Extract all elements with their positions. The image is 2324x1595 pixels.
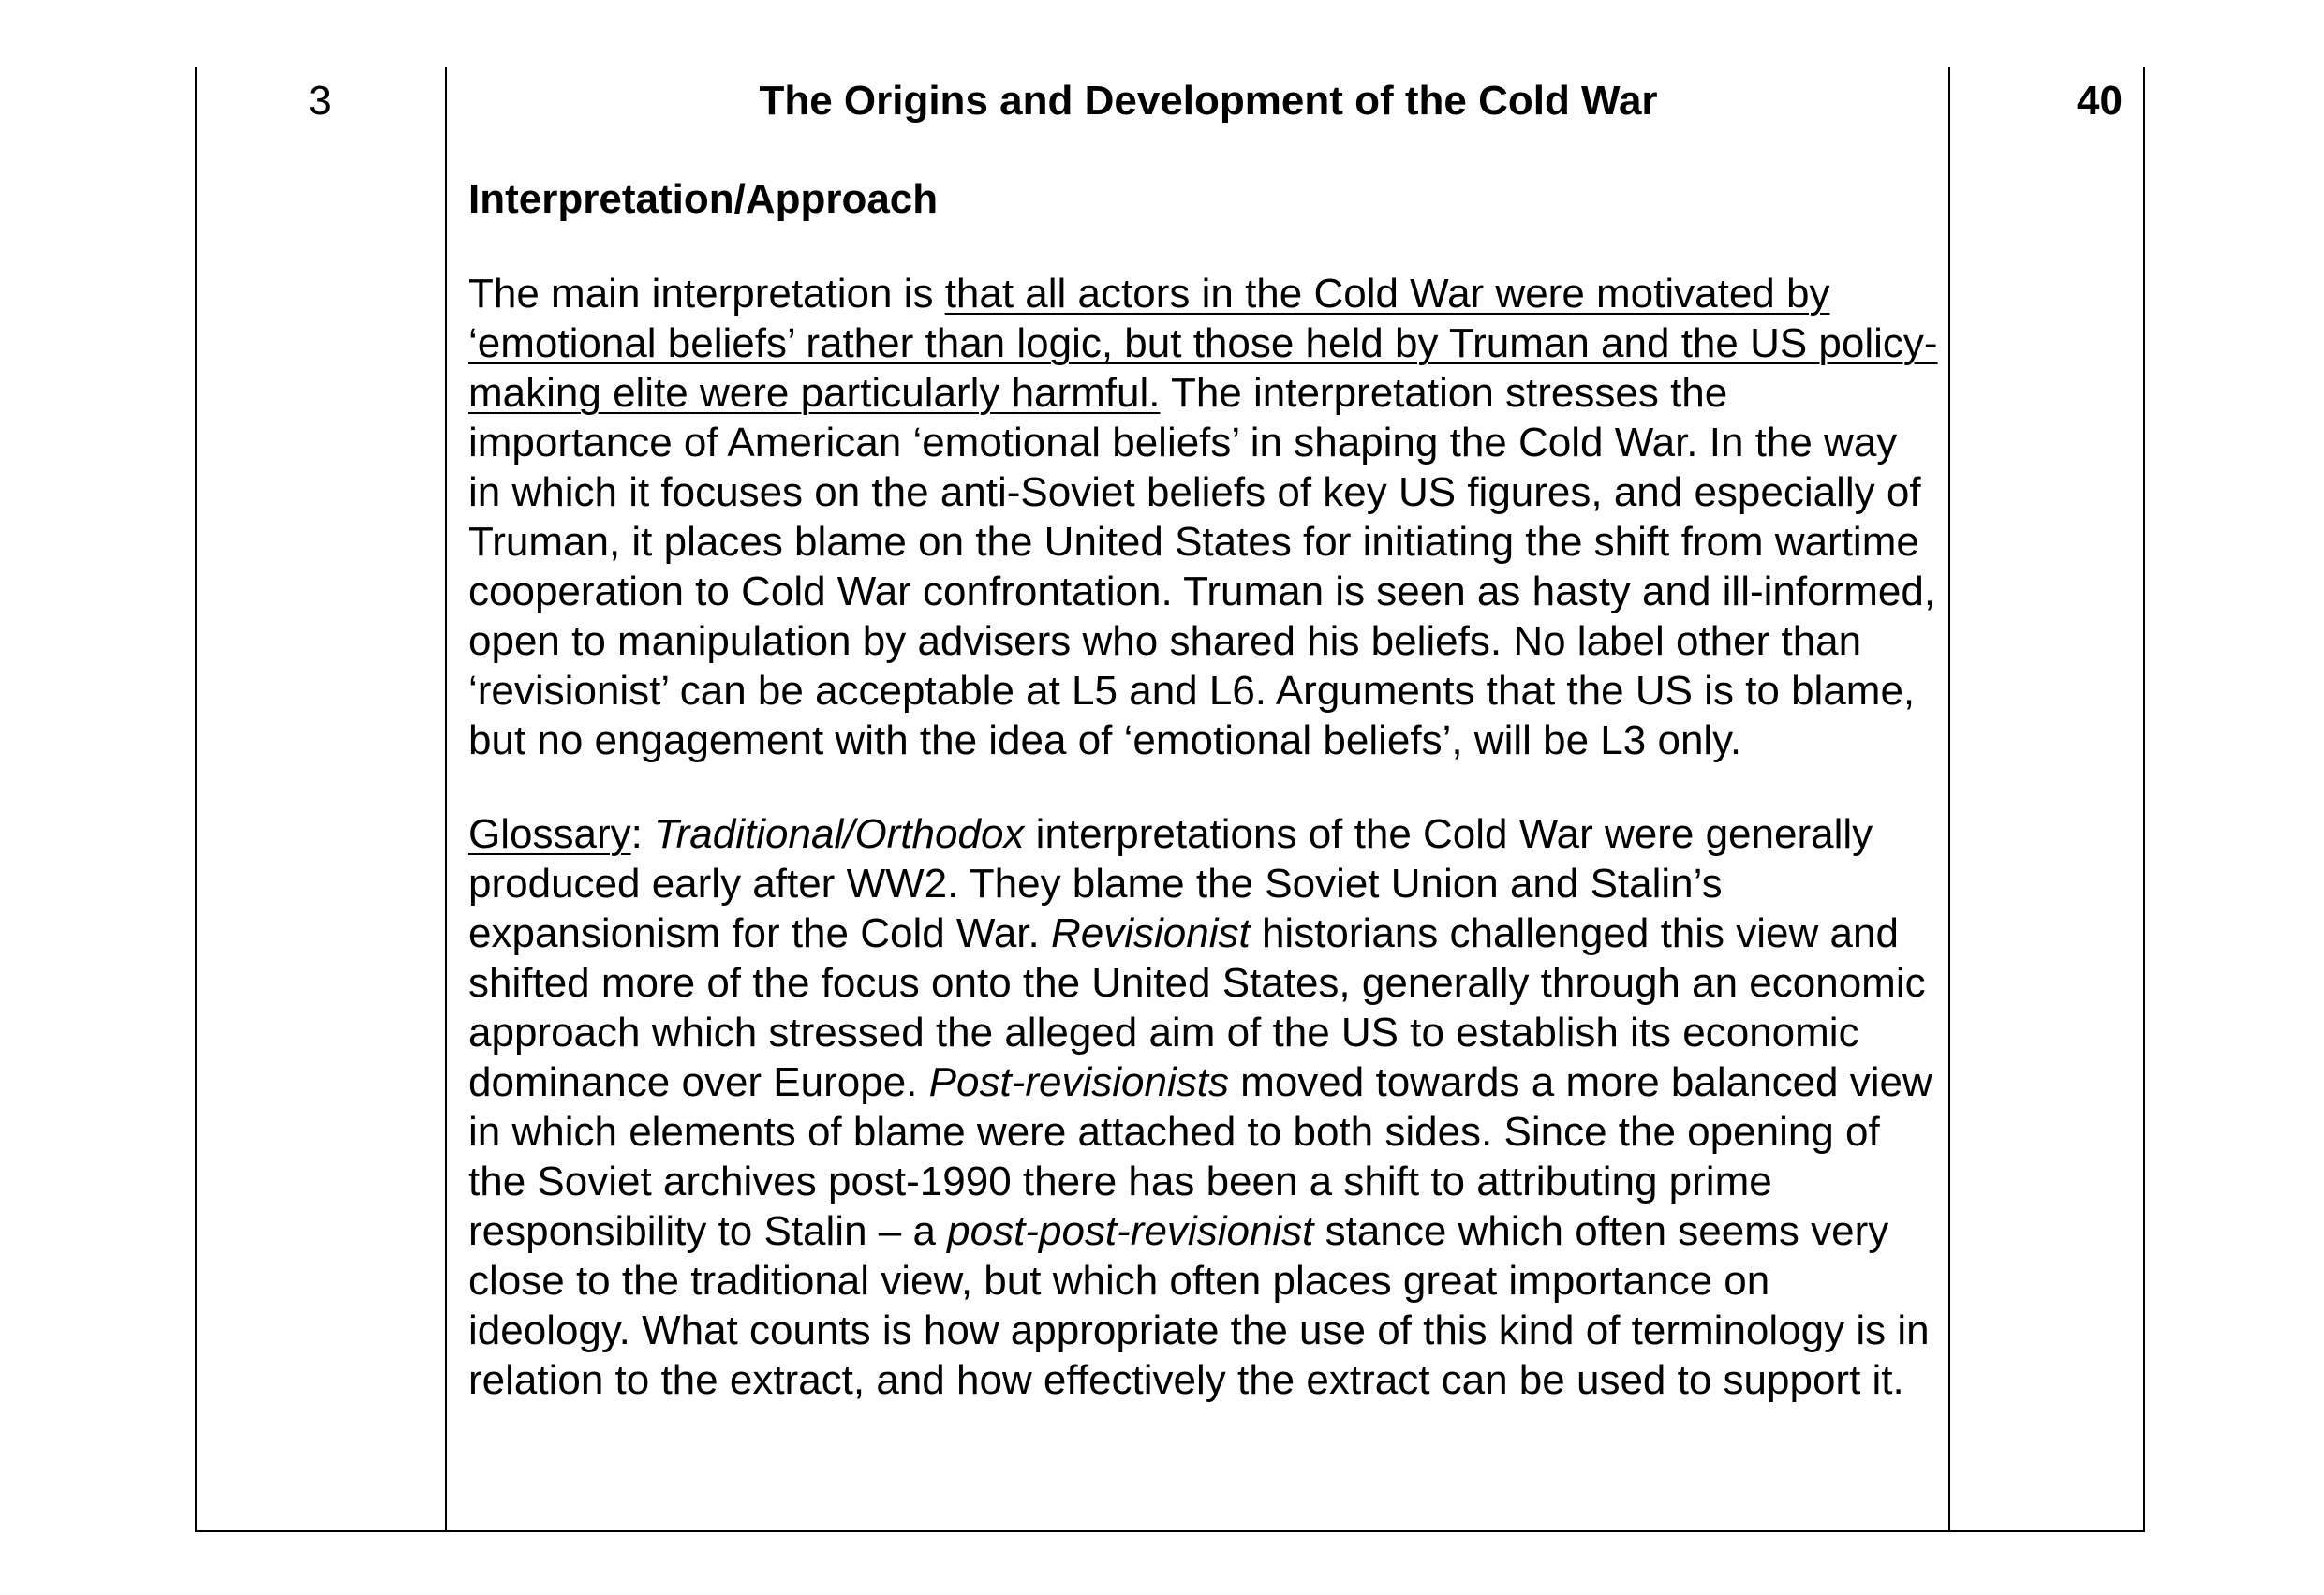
glossary-term-post-revisionists: Post-revisionists	[928, 1059, 1229, 1105]
glossary-text-1: interpretations of the Cold War were generally produced early after WW2. They blame the Soviet Union and Stalin’s expansionism for the Cold War.	[468, 811, 1873, 956]
glossary-text-2: historians challenged this view and shifted more of the focus onto the United States, generally through an economic approach which stressed the alleged aim of the US to establish its economic dominance over Europe.	[468, 910, 1926, 1105]
table-border-right	[2143, 67, 2145, 1530]
glossary-colon: :	[630, 811, 655, 857]
glossary-text-3: moved towards a more balanced view in which elements of blame were attached to both sides. Since the opening of the Soviet archives post-1990 there has been a shift to attributing prime responsibility to Stalin – a	[468, 1059, 1932, 1254]
section-heading: Interpretation/Approach	[468, 176, 939, 222]
glossary-term-traditional: Traditional/Orthodox	[654, 811, 1025, 857]
column-divider-marks	[1948, 67, 1950, 1530]
mark-scheme-table	[195, 67, 2145, 1532]
table-border-left	[195, 67, 197, 1530]
interpretation-lead: The main interpretation is	[468, 271, 945, 317]
total-marks: 40	[2077, 78, 2123, 124]
question-number: 3	[308, 78, 332, 124]
answer-guidance-cell	[468, 73, 1939, 1405]
question-title: The Origins and Development of the Cold War	[759, 78, 1658, 124]
interpretation-paragraph	[468, 269, 1939, 765]
glossary-label: Glossary	[468, 811, 631, 857]
interpretation-detail: The interpretation stresses the importance of American ‘emotional beliefs’ in shaping the Cold War. In the way in which it focuses on the anti-Soviet beliefs of key US figures, and especially of Truman, it places blame on the United States for initiating the shift from wartime cooperation to Cold War confrontation. Truman is seen as hasty and ill-informed, open to manipulation by advisers who shared his beliefs. No label other than ‘revisionist’ can be acceptable at L5 and L6. Arguments that the US is to blame, but no engagement with the idea of ‘emotional beliefs’, will be L3 only.	[468, 370, 1936, 763]
glossary-term-revisionist: Revisionist	[1050, 910, 1251, 956]
glossary-term-post-post-revisionist: post-post-revisionist	[947, 1208, 1314, 1254]
glossary-text-4: stance which often seems very close to the traditional view, but which often places great importance on ideology. What counts is how appropriate the use of this kind of terminology is in relation to the extract, and how effectively the extract can be used to support it.	[468, 1208, 1930, 1403]
glossary-paragraph	[468, 809, 1939, 1405]
interpretation-key-statement: that all actors in the Cold War were motivated by ‘emotional beliefs’ rather than logic, but those held by Truman and the US policy-making elite were particularly harmful.	[468, 271, 1938, 416]
column-divider-question	[445, 67, 447, 1530]
